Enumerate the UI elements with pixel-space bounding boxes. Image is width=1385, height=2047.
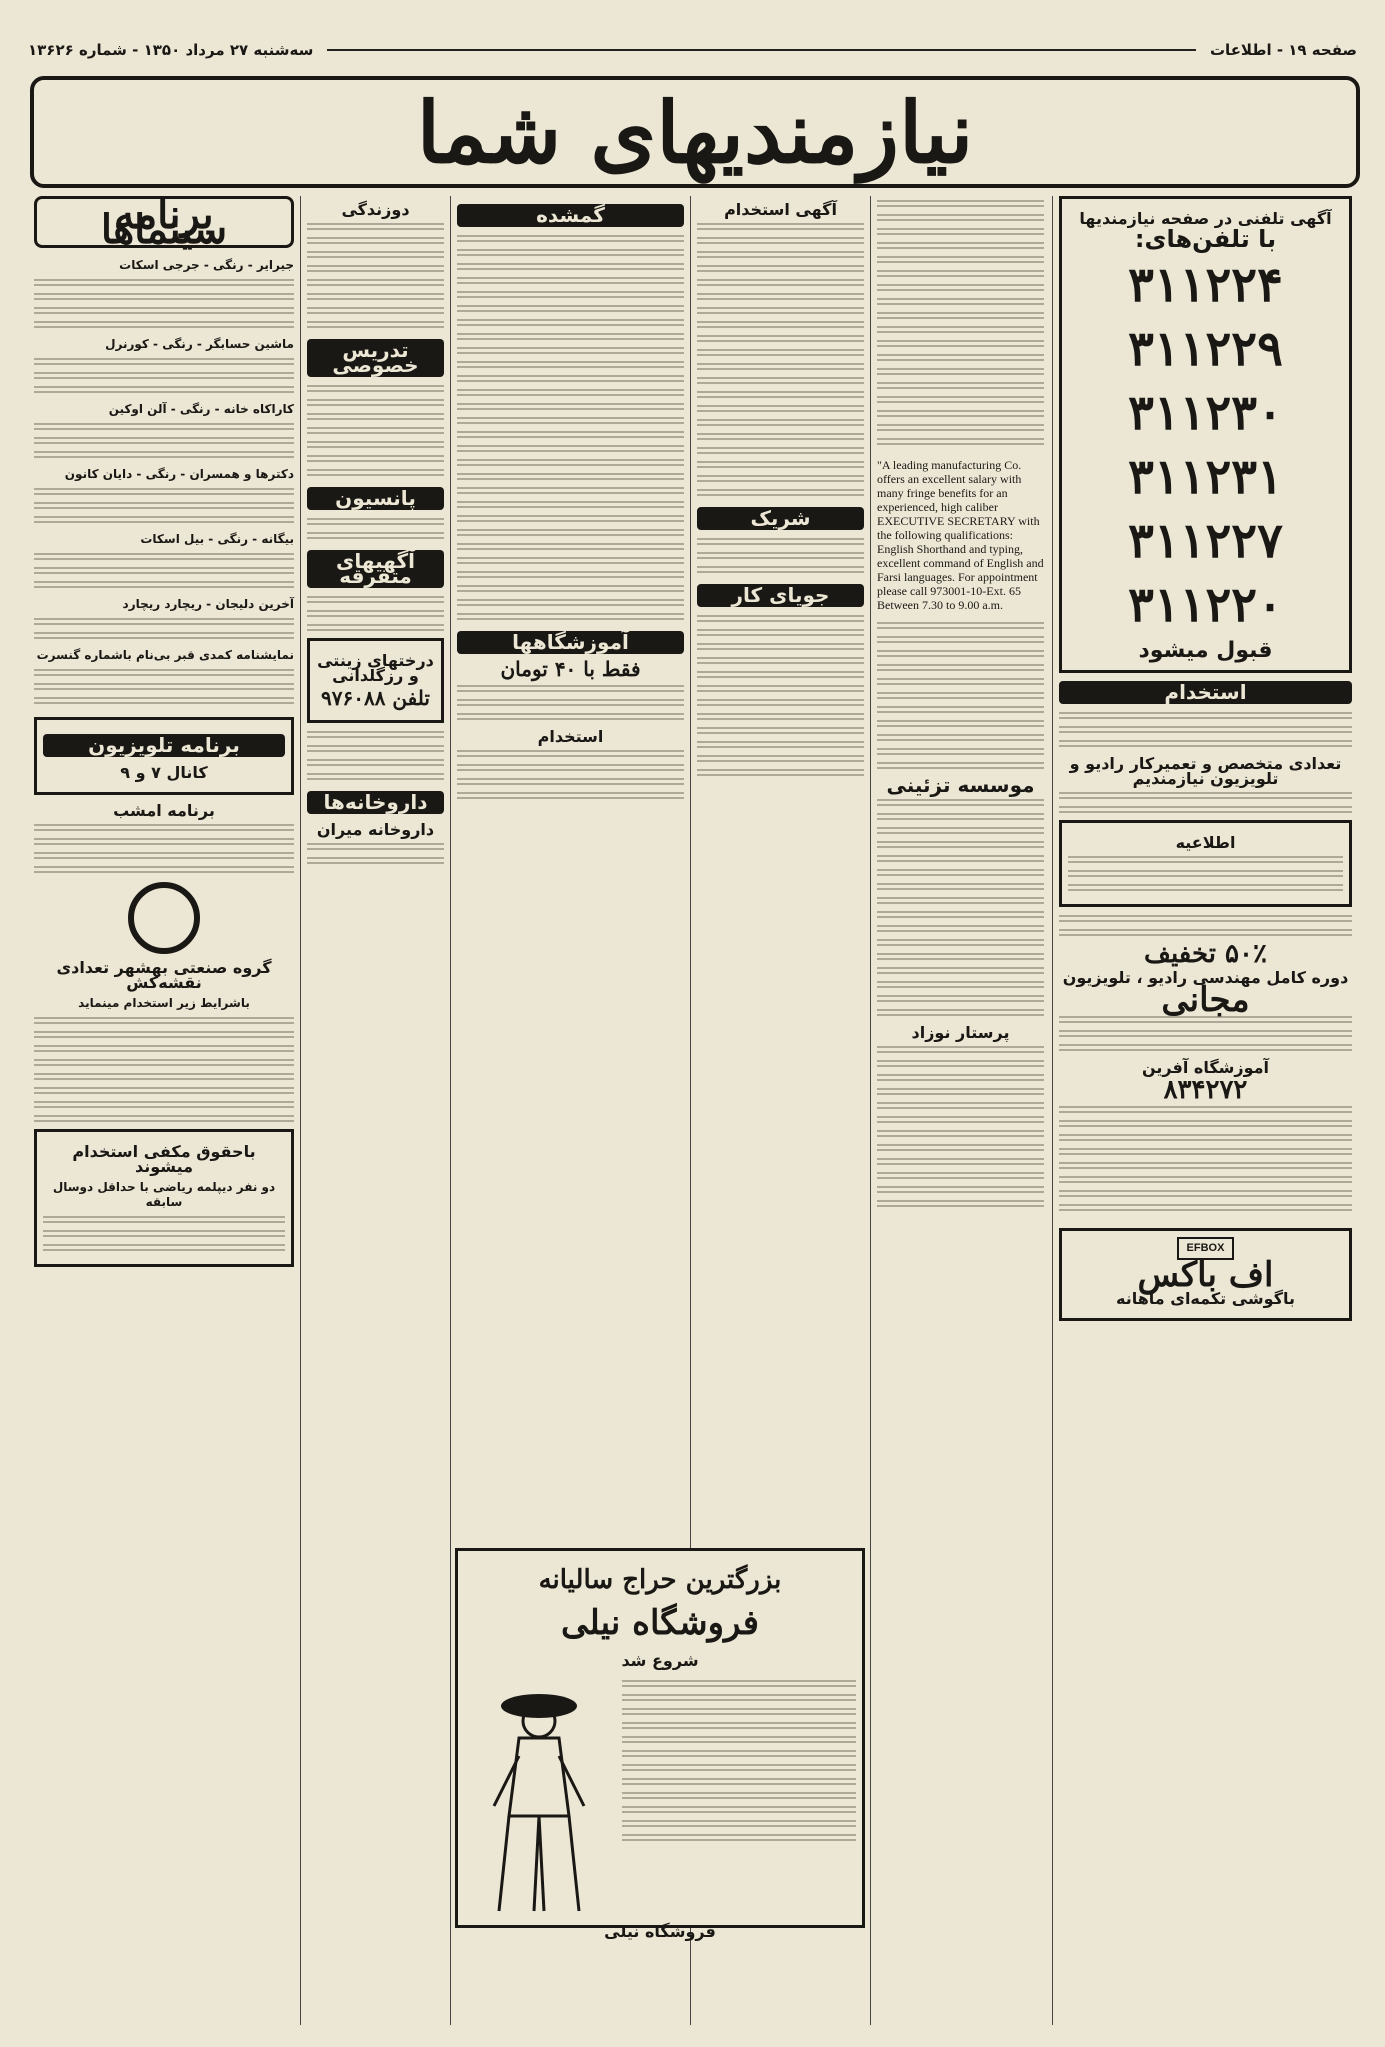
ad-course: فقط با ۴۰ تومان xyxy=(500,657,641,681)
ad-majani: مجانی xyxy=(1161,980,1250,1020)
phone-number: ۳۱۱۲۲۹ xyxy=(1128,321,1283,377)
masthead xyxy=(30,76,1360,188)
group-sub: باشرایط زیر استخدام مینماید xyxy=(78,996,250,1010)
tree-phone: تلفن ۹۷۶۰۸۸ xyxy=(321,686,430,710)
header-rule xyxy=(327,49,1196,51)
section-nurse: پرستار نوزاد xyxy=(911,1023,1010,1042)
sale-ad xyxy=(455,1548,865,1941)
section-pasion: پانسیون xyxy=(307,487,444,510)
ad-radio: تعدادی متخصص و تعمیرکار رادیو و تلویزیون نیازمندیم xyxy=(1069,754,1342,788)
ad-notice: اطلاعیه xyxy=(1175,833,1236,852)
phone-number: ۳۱۱۲۳۰ xyxy=(1128,385,1283,441)
ad-institute-phone: ۸۳۴۲۷۲ xyxy=(1163,1075,1248,1105)
section-school: آموزشگاهها xyxy=(457,631,684,654)
section-misc: آگهیهای متفرقه xyxy=(307,550,444,588)
english-ad: "A leading manufacturing Co. offers an excellent salary with many fringe benefits for an experienced, high caliber EXECUTIVE SECRETARY with the following qualifications: English Shorthand and typing, excellent command of English and Farsi languages. For appointment please call 973001-10-Ext. 65 Between 7.30 to 9.00 a.m. xyxy=(877,458,1044,612)
group-title: گروه صنعتی بهشهر تعدادی نقشه‌کش xyxy=(56,958,272,992)
cinema-line: دکترها و همسران - رنگی - دایان کانون xyxy=(64,467,294,481)
efbox-badge: EFBOX xyxy=(1177,1237,1235,1260)
column-five xyxy=(300,196,450,2025)
phone-sub: با تلفن‌های: xyxy=(1134,225,1277,253)
section-teach: تدریس خصوصی xyxy=(307,339,444,377)
phone-number: ۳۱۱۲۲۰ xyxy=(1128,577,1283,633)
tv-channel: کانال ۷ و ۹ xyxy=(120,763,208,782)
phone-footer: قبول میشود xyxy=(1138,638,1273,663)
tv-box xyxy=(34,717,294,795)
cinema-line: کاراکاه خانه - رنگی - آلن اوکین xyxy=(108,402,294,416)
section-lost: گمشده xyxy=(457,204,684,227)
cinema-line: آخرین دلیجان - ریچارد ریچارد xyxy=(122,597,294,611)
phone-number: ۳۱۱۲۲۴ xyxy=(1128,257,1283,313)
sale-start: شروع شد xyxy=(621,1651,699,1670)
section-company: شریک xyxy=(697,507,864,530)
column-phones xyxy=(1052,196,1358,2025)
tree-note: درختهای زینتی و رزگلدانی xyxy=(317,651,434,685)
phone-heading: آگهی تلفنی در صفحه نیازمندیها xyxy=(1079,209,1332,228)
phone-number: ۳۱۱۲۲۷ xyxy=(1128,513,1283,569)
efbox-ad xyxy=(1059,1228,1352,1321)
cinema-line: جیرایر - رنگی - جرجی اسکات xyxy=(119,258,294,272)
ad-employ: استخدام xyxy=(537,727,604,746)
column-two xyxy=(870,196,1050,2025)
section-sewing: دوزندگی xyxy=(341,200,410,219)
sale-footer: فروشگاه نیلی xyxy=(604,1922,716,1941)
phone-number: ۳۱۱۲۳۱ xyxy=(1128,449,1283,505)
efbox-name: اف باکس xyxy=(1137,1255,1274,1295)
fashion-figure-illustration xyxy=(464,1676,614,1916)
col3-title: آگهی استخدام xyxy=(724,200,837,219)
date-label: سه‌شنبه ۲۷ مرداد ۱۳۵۰ - شماره ۱۳۶۲۶ xyxy=(28,41,314,59)
cinema-line: بیگانه - رنگی - بیل اسکات xyxy=(140,532,294,546)
employ-sub: دو نفر دیپلمه ریاضی با حداقل دوسال سابقه xyxy=(52,1180,276,1209)
masthead-title: نیازمندیهای شما xyxy=(416,82,974,182)
cinema-line: نمایشنامه کمدی قبر بی‌نام باشماره گنسرت xyxy=(36,648,294,662)
notice-box xyxy=(1059,820,1352,907)
ad-institute: آموزشگاه آفرین xyxy=(1141,1058,1269,1077)
column-cinema xyxy=(28,196,300,2025)
pharmacy-name: داروخانه میران xyxy=(316,820,435,839)
page-label: صفحه ۱۹ - اطلاعات xyxy=(1209,41,1357,59)
ad-discount-sub: دوره کامل مهندسی رادیو ، تلویزیون xyxy=(1062,968,1349,987)
tv-program: برنامه امشب xyxy=(113,801,215,820)
section-beauty: موسسه تزئینی xyxy=(886,773,1035,797)
behshahr-logo xyxy=(128,882,200,954)
section-pharmacy: داروخانه‌ها xyxy=(307,791,444,814)
section-employ: استخدام xyxy=(1059,681,1352,704)
page-header xyxy=(28,38,1357,62)
employ-ad xyxy=(34,1129,294,1267)
sale-store: فروشگاه نیلی xyxy=(560,1603,760,1643)
section-job: جویای کار xyxy=(697,584,864,607)
tree-ad xyxy=(307,638,444,723)
cinema-title: برنامه سینماها xyxy=(34,196,294,248)
ad-discount: ۵۰٪ تخفیف xyxy=(1144,939,1267,969)
efbox-line: باگوشی تکمه‌ای ماهانه xyxy=(1115,1289,1296,1308)
tv-title: برنامه تلویزیون xyxy=(43,734,285,757)
employ-title: باحقوق مکفی استخدام میشوند xyxy=(72,1142,256,1176)
cinema-line: ماشین حسابگر - رنگی - کورنرل xyxy=(105,337,294,351)
phone-box xyxy=(1059,196,1352,673)
sale-title: بزرگترین حراج سالیانه xyxy=(538,1565,782,1595)
